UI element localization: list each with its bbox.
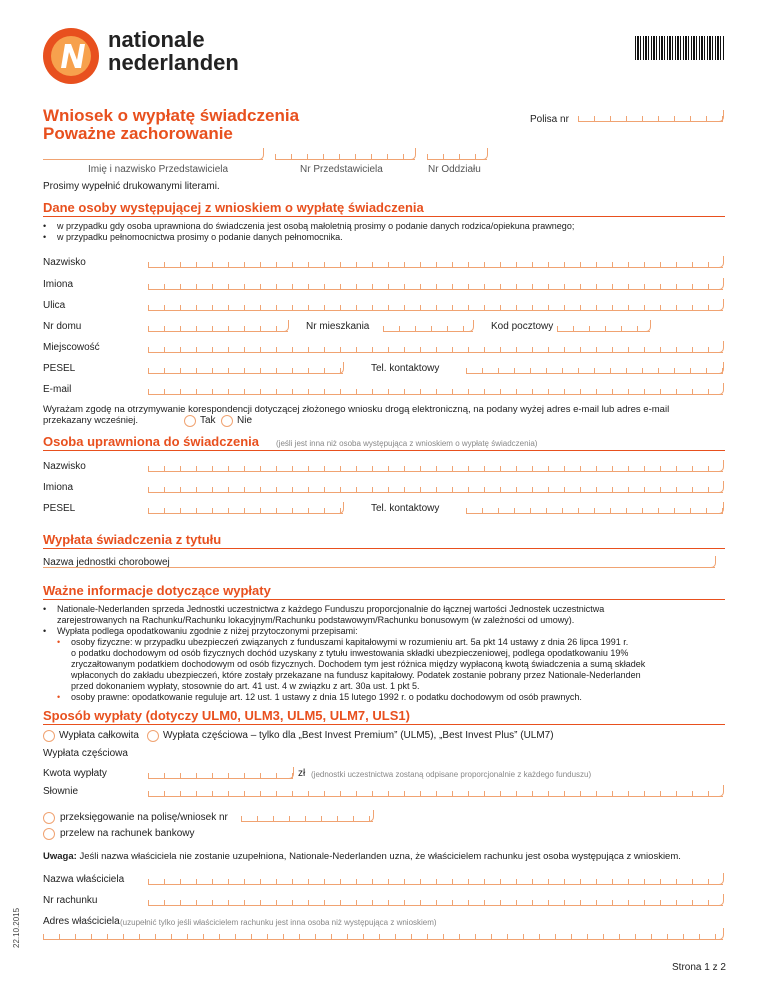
account-number-label: Nr rachunku	[43, 895, 98, 906]
divider	[43, 450, 725, 451]
bank-transfer-checkbox[interactable]	[43, 828, 55, 840]
amount-note: (jednostki uczestnictwa zostaną odpisane proporcjonalnie z każdego funduszu)	[311, 770, 592, 779]
amount-input[interactable]	[148, 769, 293, 779]
city-label: Miejscowość	[43, 342, 100, 353]
consent-text-line1: Wyrażam zgodę na otrzymywanie korespondencji dotyczącej złożonego wniosku drogą elektroniczną, na podany wyżej adres e-mail lub adres e-mail	[43, 404, 670, 415]
email-label: E-mail	[43, 384, 72, 395]
owner-name-input[interactable]	[148, 875, 723, 885]
info-bullet-1	[43, 604, 733, 626]
policy-number-input[interactable]	[578, 112, 723, 122]
partial-payout-label: Wypłata częściowa	[43, 748, 128, 759]
postal-code-input[interactable]	[557, 322, 650, 332]
agent-number-input[interactable]	[275, 150, 415, 160]
amount-label: Kwota wypłaty	[43, 768, 107, 779]
house-number-input[interactable]	[148, 322, 288, 332]
info-sub-1-line5: przed dokonaniem wypłaty, stosownie do art. 41 ust. 4 w związku z art. 30a ust. 1 pkt 5.	[71, 681, 420, 691]
beneficiary-pesel-label: PESEL	[43, 503, 76, 514]
beneficiary-note: (jeśli jest inna niż osoba występująca z wnioskiem o wypłatę świadczenia)	[276, 439, 538, 448]
print-note: Prosimy wypełnić drukowanymi literami.	[43, 181, 220, 192]
flat-number-input[interactable]	[383, 322, 473, 332]
beneficiary-phone-label: Tel. kontaktowy	[371, 503, 440, 514]
owner-address-note: (uzupełnić tylko jeśli właścicielem rachunku jest inna osoba niż występująca z wnioskiem)	[120, 918, 437, 927]
info-bullet-2	[43, 626, 733, 703]
barcode	[635, 36, 725, 60]
divider	[43, 724, 725, 725]
owner-address-label: Adres właściciela	[43, 916, 120, 927]
street-input[interactable]	[148, 301, 723, 311]
info-heading: Ważne informacje dotyczące wypłaty	[43, 583, 271, 598]
city-input[interactable]	[148, 343, 723, 353]
applicant-bullet-2: • w przypadku pełnomocnictwa prosimy o podanie danych pełnomocnika.	[43, 232, 574, 243]
beneficiary-heading: Osoba uprawniona do świadczenia	[43, 434, 259, 449]
info-sub-bullet-2: • osoby prawne: opodatkowanie reguluje art. 12 ust. 1 ustawy z dnia 15 lutego 1992 r. o podatku dochodowym od osób prawnych.	[57, 692, 733, 703]
transfer-policy-label: przeksięgowanie na polisę/wniosek nr	[60, 812, 228, 823]
info-bullet-1-line1: Nationale-Nederlanden sprzeda Jednostki uczestnictwa z każdego Funduszu proporcjonalnie do łącznej wartości Jednostek uczestnictwa	[57, 604, 605, 614]
info-bullet-2-text: Wypłata podlega opodatkowaniu zgodnie z niżej przytoczonymi przepisami:	[57, 626, 358, 636]
full-payout-label: Wypłata całkowita	[59, 730, 139, 741]
branch-number-input[interactable]	[427, 150, 487, 160]
owner-name-label: Nazwa właściciela	[43, 874, 125, 885]
brand-line2: nederlanden	[108, 50, 239, 75]
street-label: Ulica	[43, 300, 66, 311]
words-label: Słownie	[43, 786, 79, 797]
full-payout-checkbox[interactable]	[43, 730, 55, 742]
bank-transfer-label: przelew na rachunek bankowy	[60, 828, 195, 839]
postal-code-label: Kod pocztowy	[491, 321, 554, 332]
owner-address-input[interactable]	[43, 930, 723, 940]
consent-no-label: Nie	[237, 415, 253, 426]
form-title: Wniosek o wypłatę świadczenia	[43, 106, 300, 125]
amount-words-input[interactable]	[148, 787, 723, 797]
names-input[interactable]	[148, 280, 723, 290]
divider	[43, 216, 725, 217]
info-sub-bullet-1	[57, 637, 733, 692]
agent-name-label: Imię i nazwisko Przedstawiciela	[88, 164, 229, 175]
disease-input[interactable]	[43, 558, 715, 568]
consent-yes-label: Tak	[200, 415, 216, 426]
transfer-policy-checkbox[interactable]	[43, 812, 55, 824]
house-number-label: Nr domu	[43, 321, 82, 332]
transfer-policy-input[interactable]	[241, 812, 373, 822]
account-number-input[interactable]	[148, 896, 723, 906]
partial-payout-checkbox[interactable]	[147, 730, 159, 742]
beneficiary-names-input[interactable]	[148, 483, 723, 493]
applicant-bullet-1: • w przypadku gdy osoba uprawniona do świadczenia jest osobą małoletnią prosimy o podanie danych rodzica/opiekuna prawnego;	[43, 221, 574, 232]
names-label: Imiona	[43, 279, 74, 290]
surname-input[interactable]	[148, 258, 723, 268]
phone-label: Tel. kontaktowy	[371, 363, 440, 374]
partial-payout-option-label: Wypłata częściowa – tylko dla „Best Invest Premium” (ULM5), „Best Invest Plus” (ULM7)	[163, 730, 554, 741]
brand-line1: nationale	[108, 27, 205, 52]
divider	[43, 599, 725, 600]
info-bullet-1-line2: zarejestrowanych na Rachunku/Rachunku lokacyjnym/Rachunku podstawowym/Rachunku bonusowym (w zależności od umowy).	[57, 615, 575, 625]
brand-name	[108, 28, 239, 74]
consent-yes-checkbox[interactable]	[184, 415, 196, 427]
agent-number-label: Nr Przedstawiciela	[300, 164, 383, 175]
info-sub-1-line3: zryczałtowanym podatkiem dochodowym od osób fizycznych. Dochodem tym jest różnica między wypłaconą kwotą świadczenia a sumą składek	[71, 659, 646, 669]
info-sub-1-line2: o podatku dochodowym od osób fizycznych dochód uzyskany z tytułu inwestowania składki ubezpieczeniowej, podlega opodatkowaniu 19%	[71, 648, 629, 658]
surname-label: Nazwisko	[43, 257, 86, 268]
consent-text-line2: przekazany wcześniej.	[43, 415, 139, 426]
divider	[43, 548, 725, 549]
email-input[interactable]	[148, 385, 723, 395]
page-number: Strona 1 z 2	[672, 962, 726, 973]
payment-note-bold: Uwaga:	[43, 851, 77, 862]
beneficiary-surname-input[interactable]	[148, 462, 723, 472]
info-sub-1-line4: wpłaconych do zakładu ubezpieczeń, które zostały przekazane na fundusz kapitałowy. Podatek zostanie pobrany przez Nationale-Nederlanden	[71, 670, 641, 680]
pesel-input[interactable]	[148, 364, 343, 374]
payout-title-heading: Wypłata świadczenia z tytułu	[43, 532, 222, 547]
payment-note-text: Jeśli nazwa właściciela nie zostanie uzupełniona, Nationale-Nederlanden uzna, że właścicielem rachunku jest osoba występująca z wnioskiem.	[79, 851, 681, 862]
info-sub-1-line1: osoby fizyczne: w przypadku ubezpieczeń związanych z funduszami kapitałowymi w rozumieniu art. 5a pkt 14 ustawy z dnia 26 lipca 1991 r.	[71, 637, 629, 647]
currency-label: zł	[298, 768, 306, 779]
form-date: 22.10.2015	[12, 907, 21, 948]
agent-name-input[interactable]	[43, 150, 263, 160]
applicant-heading: Dane osoby występującej z wnioskiem o wypłatę świadczenia	[43, 200, 424, 215]
consent-no-checkbox[interactable]	[221, 415, 233, 427]
payment-note	[43, 851, 681, 862]
flat-number-label: Nr mieszkania	[306, 321, 370, 332]
disease-label: Nazwa jednostki chorobowej	[43, 557, 170, 568]
branch-number-label: Nr Oddziału	[428, 164, 481, 175]
beneficiary-pesel-input[interactable]	[148, 504, 343, 514]
beneficiary-names-label: Imiona	[43, 482, 74, 493]
policy-label: Polisa nr	[530, 114, 569, 125]
phone-input[interactable]	[466, 364, 723, 374]
beneficiary-surname-label: Nazwisko	[43, 461, 86, 472]
pesel-label: PESEL	[43, 363, 76, 374]
form-subtitle: Poważne zachorowanie	[43, 124, 233, 143]
beneficiary-phone-input[interactable]	[466, 504, 723, 514]
payment-heading: Sposób wypłaty (dotyczy ULM0, ULM3, ULM5, ULM7, ULS1)	[43, 708, 410, 723]
brand-logo-icon	[43, 28, 99, 84]
